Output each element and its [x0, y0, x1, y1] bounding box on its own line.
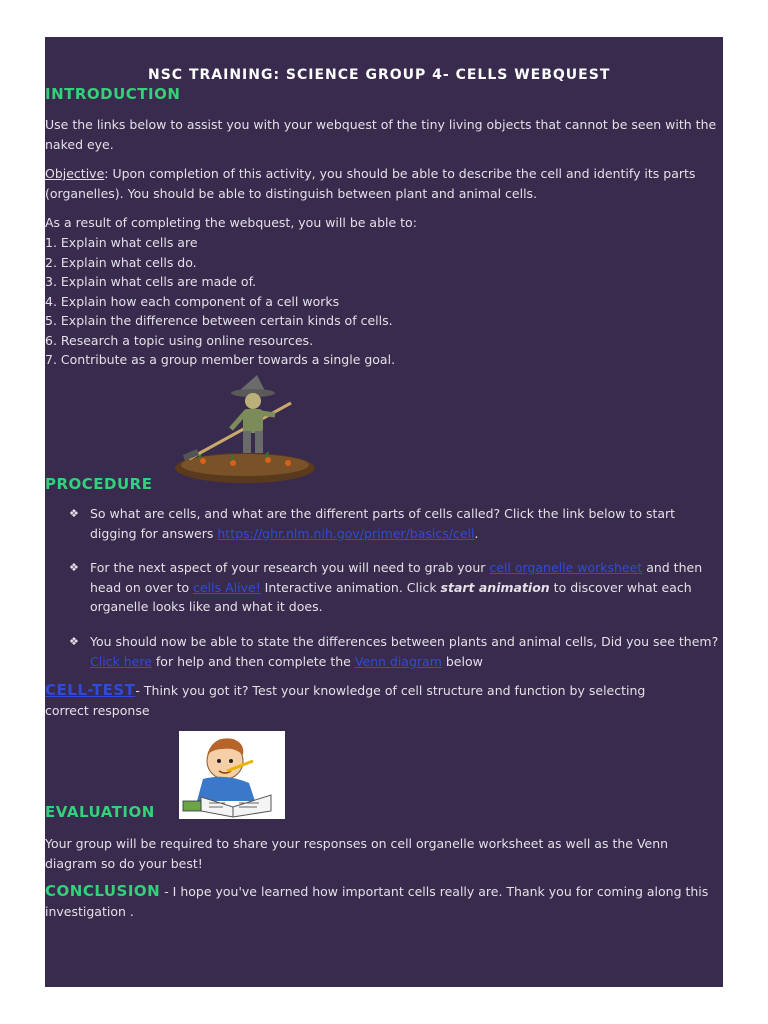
objective-paragraph	[45, 164, 721, 203]
conclusion-text: - I hope you've learned how important cells really are. Thank you for coming along this investigation .	[45, 884, 709, 919]
bullet-text: For the next aspect of your research you will need to grab your	[90, 560, 490, 575]
venn-diagram-link[interactable]: Venn diagram	[354, 653, 442, 669]
page-title: NSC TRAINING: SCIENCE GROUP 4- CELLS WEBQUEST	[148, 67, 611, 83]
procedure-bullet-1	[69, 504, 722, 543]
list-item: 3. Explain what cells are made of.	[45, 274, 257, 289]
bullet-text: .	[474, 525, 479, 541]
cell-test-text: - Think you got it? Test your knowledge of cell structure and function by selecting correct response	[45, 683, 646, 718]
list-item: 2. Explain what cells do.	[45, 254, 197, 270]
bullet-text: and then head on over to	[90, 560, 703, 595]
student-studying-illustration	[179, 731, 285, 819]
list-item: 4. Explain how each component of a cell works	[45, 293, 340, 309]
document-page	[45, 37, 723, 987]
cell-organelle-worksheet-link[interactable]: cell organelle worksheet	[489, 560, 643, 575]
list-item: 1. Explain what cells are	[45, 235, 198, 250]
click-here-link[interactable]: Click here	[90, 653, 152, 669]
objective-text: : Upon completion of this activity, you should be able to describe the cell and identify its parts (organelles). You should be able to distinguish between plant and animal cells.	[45, 166, 696, 201]
procedure-bullet-2	[69, 558, 722, 617]
objective-label: Objective	[45, 166, 105, 181]
outcomes-list	[45, 233, 395, 370]
cell-test-paragraph	[45, 681, 681, 720]
start-animation-text: start animation	[440, 579, 550, 595]
cells-alive-link[interactable]: cells Alive!	[193, 579, 261, 595]
evaluation-text: Your group will be required to share your responses on cell organelle worksheet as well as the Venn diagram so do your best!	[45, 836, 669, 871]
bullet-text: to discover what each organelle looks like and what it does.	[90, 579, 692, 614]
bullet-text: for help and then complete the	[151, 653, 355, 669]
diamond-bullet-icon: ❖	[69, 635, 79, 648]
list-item: 7. Contribute as a group member towards a single goal.	[45, 352, 396, 367]
cell-test-link[interactable]: CELL-TEST	[45, 681, 136, 699]
diamond-bullet-icon: ❖	[69, 561, 79, 574]
bullet-text: Interactive animation. Click	[260, 579, 441, 595]
list-item: 5. Explain the difference between certain kinds of cells.	[45, 313, 393, 328]
conclusion-paragraph	[45, 882, 721, 921]
bullet-text: You should now be able to state the differences between plants and animal cells, Did you see them?	[90, 634, 719, 649]
list-item: 6. Research a topic using online resources.	[45, 332, 314, 348]
outcomes-intro: As a result of completing the webquest, you will be able to:	[45, 215, 417, 230]
bullet-text: below	[441, 653, 483, 669]
introduction-heading: INTRODUCTION	[45, 85, 181, 103]
procedure-bullet-3	[69, 632, 722, 671]
bullet-text: So what are cells, and what are the different parts of cells called? Click the link below to start digging for answers	[90, 506, 676, 541]
procedure-heading: PROCEDURE	[45, 475, 153, 493]
introduction-paragraph: Use the links below to assist you with your webquest of the tiny living objects that cannot be seen with the naked eye.	[45, 117, 717, 152]
gardener-raking-illustration	[173, 373, 321, 489]
diamond-bullet-icon: ❖	[69, 507, 79, 520]
genetics-home-link[interactable]: https://ghr.nlm.nih.gov/primer/basics/cell	[217, 525, 475, 541]
evaluation-heading: EVALUATION	[45, 803, 155, 821]
conclusion-heading: CONCLUSION	[45, 882, 161, 900]
